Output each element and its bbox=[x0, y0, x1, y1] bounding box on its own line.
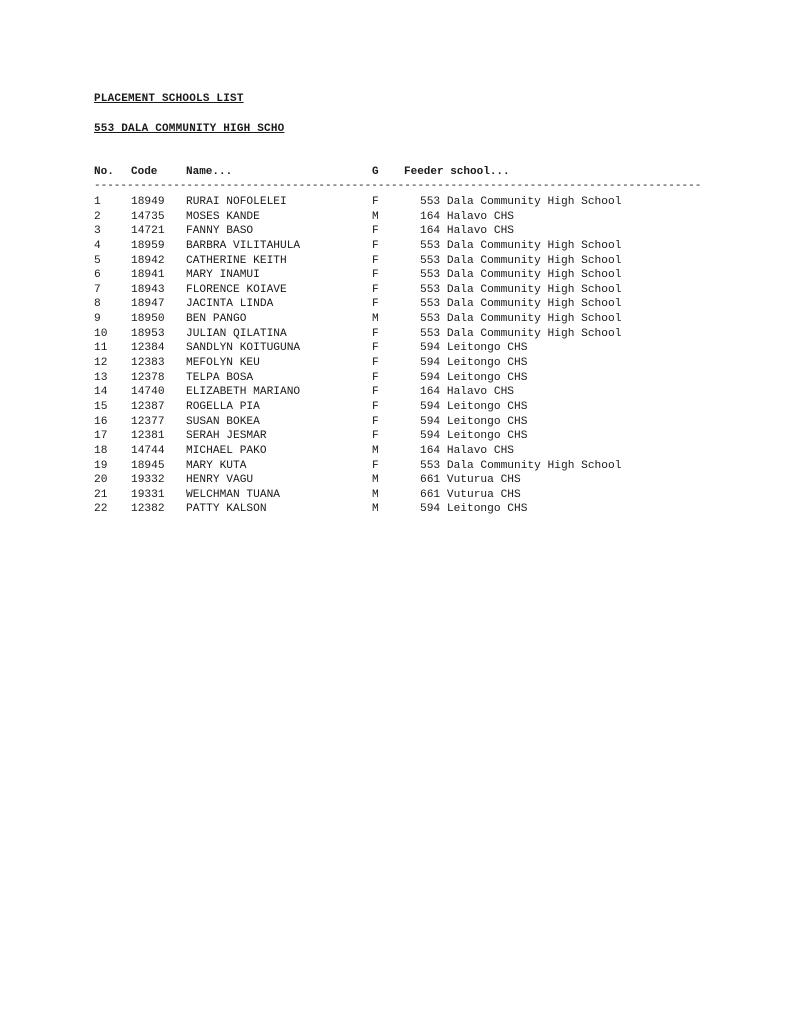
feeder-school: 164 Halavo CHS bbox=[420, 210, 514, 223]
table-row bbox=[94, 474, 714, 489]
feeder-school: 553 Dala Community High School bbox=[420, 283, 622, 296]
row-number: 11 bbox=[94, 342, 108, 355]
student-gender: M bbox=[372, 488, 379, 501]
student-name: RURAI NOFOLELEI bbox=[186, 196, 287, 208]
student-code: 12381 bbox=[131, 430, 165, 443]
student-name: BEN PANGO bbox=[186, 313, 247, 326]
row-number: 16 bbox=[94, 415, 108, 428]
table-row bbox=[94, 357, 714, 372]
table-row bbox=[94, 284, 714, 299]
column-header-feeder-school: Feeder school... bbox=[404, 166, 510, 178]
feeder-school: 594 Leitongo CHS bbox=[420, 357, 528, 370]
student-name: MARY KUTA bbox=[186, 459, 247, 472]
student-code: 19332 bbox=[131, 474, 165, 487]
row-number: 4 bbox=[94, 239, 101, 252]
student-gender: F bbox=[372, 386, 379, 399]
table-row bbox=[94, 269, 714, 284]
row-number: 1 bbox=[94, 196, 101, 208]
row-number: 6 bbox=[94, 269, 101, 282]
student-name: TELPA BOSA bbox=[186, 371, 254, 384]
row-number: 20 bbox=[94, 474, 108, 487]
student-code: 14740 bbox=[131, 386, 165, 399]
student-name: PATTY KALSON bbox=[186, 503, 267, 516]
student-code: 12378 bbox=[131, 371, 165, 384]
student-gender: F bbox=[372, 239, 379, 252]
student-name: FLORENCE KOIAVE bbox=[186, 283, 287, 296]
table-header bbox=[94, 166, 714, 181]
student-name: SERAH JESMAR bbox=[186, 430, 267, 443]
student-gender: F bbox=[372, 371, 379, 384]
student-gender: F bbox=[372, 225, 379, 238]
student-name: MOSES KANDE bbox=[186, 210, 260, 223]
feeder-school: 553 Dala Community High School bbox=[420, 313, 622, 326]
table-row bbox=[94, 196, 714, 211]
feeder-school: 661 Vuturua CHS bbox=[420, 488, 521, 501]
table-row bbox=[94, 255, 714, 270]
student-code: 18949 bbox=[131, 196, 165, 208]
student-code: 19331 bbox=[131, 488, 165, 501]
student-code: 14721 bbox=[131, 225, 165, 238]
student-name: MICHAEL PAKO bbox=[186, 444, 267, 457]
student-name: WELCHMAN TUANA bbox=[186, 488, 280, 501]
student-name: SUSAN BOKEA bbox=[186, 415, 260, 428]
row-number: 17 bbox=[94, 430, 108, 443]
table-row bbox=[94, 503, 714, 518]
feeder-school: 553 Dala Community High School bbox=[420, 239, 622, 252]
student-name: JACINTA LINDA bbox=[186, 298, 274, 311]
student-code: 12377 bbox=[131, 415, 165, 428]
column-header-no: No. bbox=[94, 166, 114, 178]
feeder-school: 553 Dala Community High School bbox=[420, 298, 622, 311]
table-row bbox=[94, 445, 714, 460]
feeder-school: 594 Leitongo CHS bbox=[420, 503, 528, 516]
student-code: 18953 bbox=[131, 327, 165, 340]
feeder-school: 553 Dala Community High School bbox=[420, 327, 622, 340]
table-row bbox=[94, 342, 714, 357]
student-name: BARBRA VILITAHULA bbox=[186, 239, 301, 252]
feeder-school: 661 Vuturua CHS bbox=[420, 474, 521, 487]
student-gender: M bbox=[372, 444, 379, 457]
student-name: MARY INAMUI bbox=[186, 269, 260, 282]
student-list bbox=[94, 196, 714, 518]
page-title: PLACEMENT SCHOOLS LIST bbox=[94, 93, 244, 105]
row-number: 3 bbox=[94, 225, 101, 238]
student-gender: F bbox=[372, 196, 379, 208]
table-row bbox=[94, 211, 714, 226]
student-gender: F bbox=[372, 283, 379, 296]
student-code: 14735 bbox=[131, 210, 165, 223]
student-code: 18945 bbox=[131, 459, 165, 472]
student-code: 18941 bbox=[131, 269, 165, 282]
table-row bbox=[94, 460, 714, 475]
row-number: 14 bbox=[94, 386, 108, 399]
row-number: 13 bbox=[94, 371, 108, 384]
table-row bbox=[94, 225, 714, 240]
feeder-school: 164 Halavo CHS bbox=[420, 444, 514, 457]
student-name: MEFOLYN KEU bbox=[186, 357, 260, 370]
row-number: 9 bbox=[94, 313, 101, 326]
student-name: CATHERINE KEITH bbox=[186, 254, 287, 267]
column-header-name: Name... bbox=[186, 166, 233, 178]
student-code: 14744 bbox=[131, 444, 165, 457]
student-code: 12387 bbox=[131, 400, 165, 413]
student-gender: F bbox=[372, 430, 379, 443]
feeder-school: 164 Halavo CHS bbox=[420, 386, 514, 399]
student-name: ELIZABETH MARIANO bbox=[186, 386, 301, 399]
feeder-school: 594 Leitongo CHS bbox=[420, 371, 528, 384]
row-number: 12 bbox=[94, 357, 108, 370]
student-name: ROGELLA PIA bbox=[186, 400, 260, 413]
table-row bbox=[94, 489, 714, 504]
student-gender: F bbox=[372, 400, 379, 413]
row-number: 15 bbox=[94, 400, 108, 413]
row-number: 19 bbox=[94, 459, 108, 472]
student-code: 18942 bbox=[131, 254, 165, 267]
student-gender: F bbox=[372, 327, 379, 340]
student-name: HENRY VAGU bbox=[186, 474, 254, 487]
student-gender: M bbox=[372, 503, 379, 516]
student-gender: F bbox=[372, 269, 379, 282]
table-row bbox=[94, 328, 714, 343]
student-code: 18943 bbox=[131, 283, 165, 296]
student-gender: F bbox=[372, 357, 379, 370]
student-name: SANDLYN KOITUGUNA bbox=[186, 342, 301, 355]
row-number: 22 bbox=[94, 503, 108, 516]
student-code: 18959 bbox=[131, 239, 165, 252]
header-divider: -------------------------------------------------------------------------------------------- bbox=[94, 180, 702, 192]
table-row bbox=[94, 372, 714, 387]
row-number: 2 bbox=[94, 210, 101, 223]
column-header-gender: G bbox=[372, 166, 379, 178]
feeder-school: 594 Leitongo CHS bbox=[420, 400, 528, 413]
row-number: 10 bbox=[94, 327, 108, 340]
table-row bbox=[94, 401, 714, 416]
student-name: JULIAN QILATINA bbox=[186, 327, 287, 340]
student-gender: F bbox=[372, 342, 379, 355]
row-number: 7 bbox=[94, 283, 101, 296]
student-name: FANNY BASO bbox=[186, 225, 254, 238]
school-heading: 553 DALA COMMUNITY HIGH SCHO bbox=[94, 123, 285, 135]
feeder-school: 553 Dala Community High School bbox=[420, 269, 622, 282]
student-gender: M bbox=[372, 313, 379, 326]
feeder-school: 594 Leitongo CHS bbox=[420, 415, 528, 428]
feeder-school: 594 Leitongo CHS bbox=[420, 430, 528, 443]
table-row bbox=[94, 430, 714, 445]
student-gender: M bbox=[372, 210, 379, 223]
table-row bbox=[94, 416, 714, 431]
feeder-school: 553 Dala Community High School bbox=[420, 196, 622, 208]
row-number: 8 bbox=[94, 298, 101, 311]
table-row bbox=[94, 386, 714, 401]
student-code: 12382 bbox=[131, 503, 165, 516]
student-code: 18950 bbox=[131, 313, 165, 326]
row-number: 18 bbox=[94, 444, 108, 457]
table-row bbox=[94, 313, 714, 328]
row-number: 5 bbox=[94, 254, 101, 267]
feeder-school: 594 Leitongo CHS bbox=[420, 342, 528, 355]
feeder-school: 164 Halavo CHS bbox=[420, 225, 514, 238]
table-row bbox=[94, 298, 714, 313]
student-gender: F bbox=[372, 415, 379, 428]
column-header-code: Code bbox=[131, 166, 158, 178]
feeder-school: 553 Dala Community High School bbox=[420, 459, 622, 472]
student-code: 12383 bbox=[131, 357, 165, 370]
student-gender: F bbox=[372, 254, 379, 267]
student-gender: F bbox=[372, 298, 379, 311]
student-code: 18947 bbox=[131, 298, 165, 311]
student-gender: F bbox=[372, 459, 379, 472]
student-gender: M bbox=[372, 474, 379, 487]
table-row bbox=[94, 240, 714, 255]
student-code: 12384 bbox=[131, 342, 165, 355]
feeder-school: 553 Dala Community High School bbox=[420, 254, 622, 267]
row-number: 21 bbox=[94, 488, 108, 501]
